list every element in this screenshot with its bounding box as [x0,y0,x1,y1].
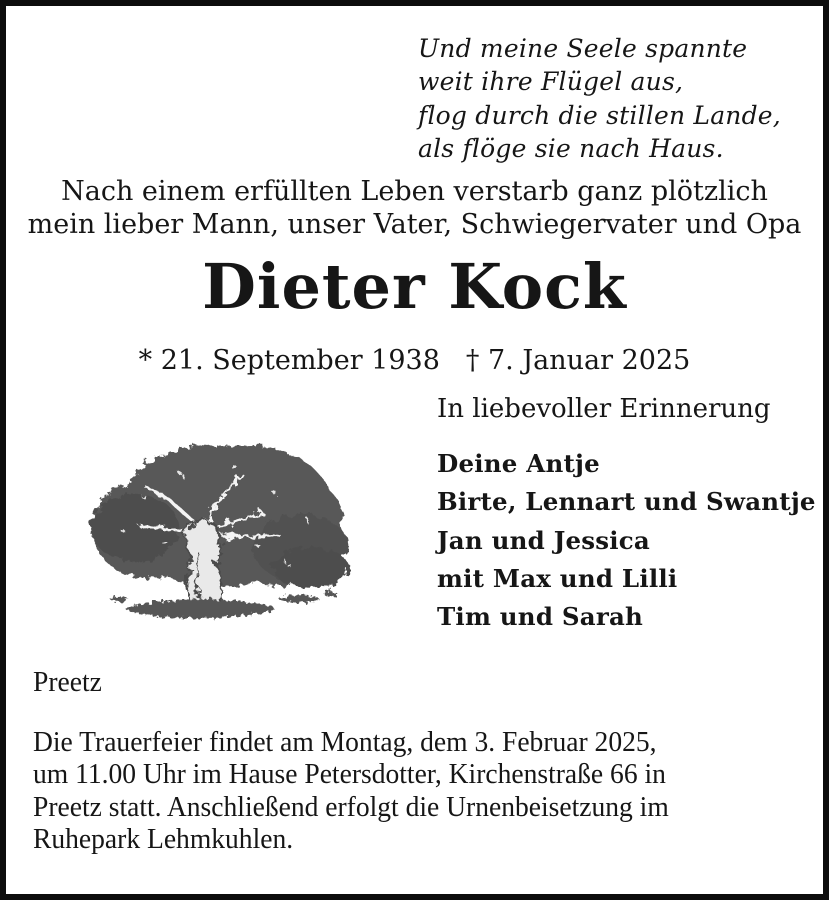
intro-text [10,176,819,241]
life-dates [0,345,829,377]
family-line: Tim und Sarah [437,602,644,632]
funeral-info [33,726,793,856]
family-names [437,445,816,636]
poem-quote [418,32,781,166]
poem-line: Und meine Seele spannte [418,34,748,63]
family-line: mit Max und Lilli [437,563,678,593]
deceased-name: Dieter Kock [202,250,627,323]
funeral-line: Ruhepark Lehmkuhlen. [33,823,294,856]
funeral-line: um 11.00 Uhr im Hause Petersdotter, Kirchenstraße 66 in [33,758,666,791]
poem-line: als flöge sie nach Haus. [418,134,724,164]
funeral-line: Preetz statt. Anschließend erfolgt die Urnenbeisetzung im [33,790,669,823]
family-line: Jan und Jessica [437,525,650,555]
family-line: Birte, Lennart und Swantje [437,487,816,517]
memory-line: In liebevoller Erinnerung [437,394,771,424]
oak-tree-icon [73,436,355,626]
place-name: Preetz [33,666,102,698]
family-line: Deine Antje [437,449,600,478]
birth-date: * 21. September 1938 [138,345,440,376]
intro-line: mein lieber Mann, unser Vater, Schwiegervater und Opa [27,208,802,240]
death-date: † 7. Januar 2025 [465,345,691,376]
poem-line: flog durch die stillen Lande, [418,100,781,130]
intro-line: Nach einem erfüllten Leben verstarb ganz plötzlich [61,176,768,207]
funeral-line: Die Trauerfeier findet am Montag, dem 3. Februar 2025, [33,726,657,758]
poem-line: weit ihre Flügel aus, [418,67,684,97]
